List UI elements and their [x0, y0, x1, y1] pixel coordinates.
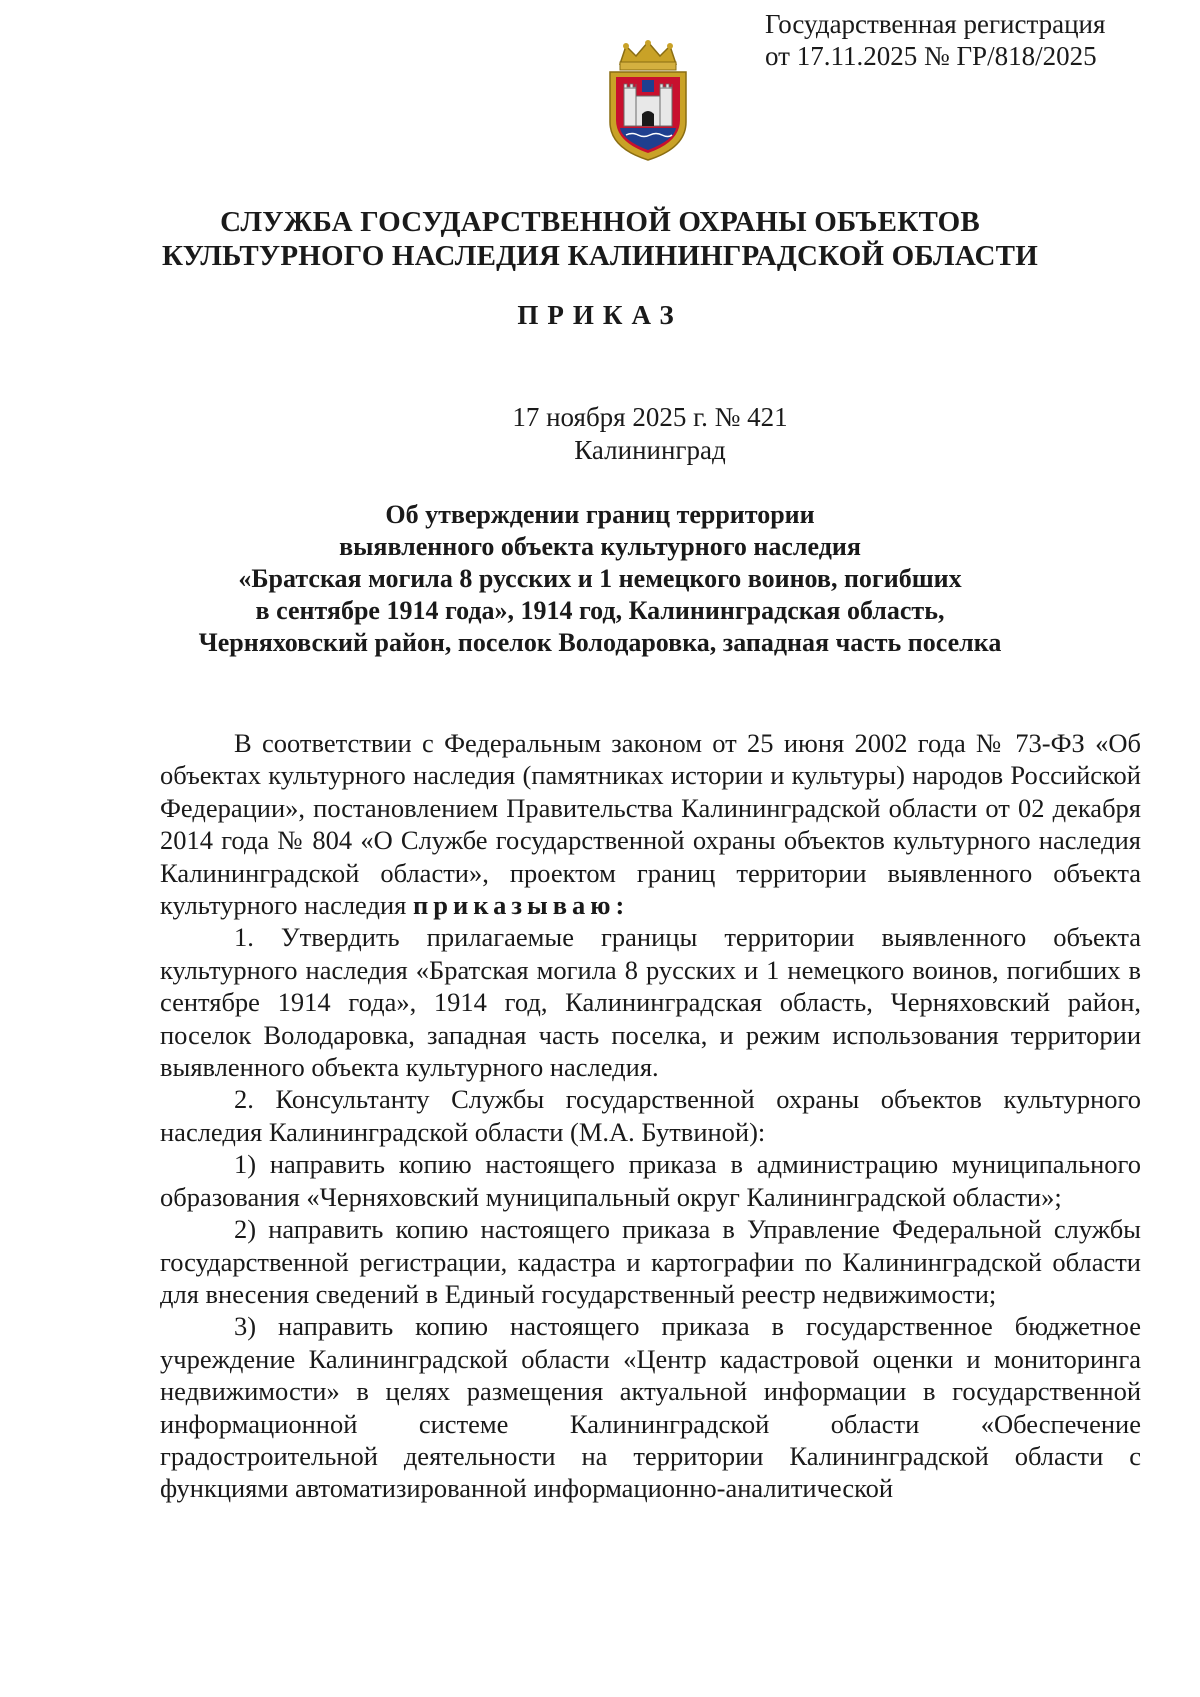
subject-line: Об утверждении границ территории: [385, 500, 815, 529]
subject-line: Черняховский район, поселок Володаровка, западная часть поселка: [198, 628, 1002, 657]
date-number: 17 ноября 2025 г. № 421: [512, 402, 788, 432]
item-2-1: 1) направить копию настоящего приказа в администрацию муниципального образования «Черняховский муниципальный округ Калининградской области»;: [160, 1149, 1141, 1212]
item-2-3: 3) направить копию настоящего приказа в государственное бюджетное учреждение Калининградской области «Центр кадастровой оценки и мониторинга недвижимости» в целях размещения актуальной информации в государственной информационной системе Калининградской области «Обеспечение градостроительной деятельности на территории Калининградской области с функциями автоматизированной информационно-аналитической: [160, 1311, 1141, 1504]
organization-name: [0, 205, 1200, 273]
document-date-place: [0, 401, 1200, 467]
preamble-text: В соответствии с Федеральным законом от 25 июня 2002 года № 73-ФЗ «Об объектах культурного наследия (памятниках истории и культуры) народов Российской Федерации», постановлением Правительства Калининградской области от 02 декабря 2014 года № 804 «О Службе государственной охраны объектов культурного наследия Калининградской области», проектом границ территории выявленного объекта культурного наследия: [160, 728, 1141, 921]
registration-line-2: от 17.11.2025 № ГР/818/2025: [765, 41, 1097, 71]
registration-stamp: [765, 8, 1105, 72]
item-2-2: 2) направить копию настоящего приказа в Управление Федеральной службы государственной регистрации, кадастра и картографии по Калининградской области для внесения сведений в Единый государственный реестр недвижимости;: [160, 1214, 1141, 1309]
document-type: ПРИКАЗ: [517, 300, 683, 330]
org-name-line-2: КУЛЬТУРНОГО НАСЛЕДИЯ КАЛИНИНГРАДСКОЙ ОБЛАСТИ: [162, 240, 1038, 272]
subject-line: в сентябре 1914 года», 1914 год, Калининградская область,: [255, 596, 945, 625]
registration-line-1: Государственная регистрация: [765, 9, 1106, 39]
document-subject: [0, 499, 1200, 659]
city: Калининград: [574, 435, 726, 465]
order-word: приказываю:: [412, 890, 630, 921]
org-name-line-1: СЛУЖБА ГОСУДАРСТВЕННОЙ ОХРАНЫ ОБЪЕКТОВ: [220, 206, 980, 238]
item-1: 1. Утвердить прилагаемые границы территории выявленного объекта культурного наследия «Братская могила 8 русских и 1 немецкого воинов, погибших в сентябре 1914 года», 1914 год, Калининградская область, Черняховский район, поселок Володаровка, западная часть поселка, и режим использования территории выявленного объекта культурного наследия.: [160, 922, 1141, 1083]
subject-line: выявленного объекта культурного наследия: [339, 532, 861, 561]
preamble-paragraph: [160, 727, 1141, 921]
kaliningrad-coat-of-arms-icon: [602, 40, 694, 162]
item-2: 2. Консультанту Службы государственной охраны объектов культурного наследия Калининградской области (М.А. Бутвиной):: [160, 1084, 1141, 1147]
document-body: [160, 727, 1141, 1505]
subject-line: «Братская могила 8 русских и 1 немецкого воинов, погибших: [238, 564, 962, 593]
